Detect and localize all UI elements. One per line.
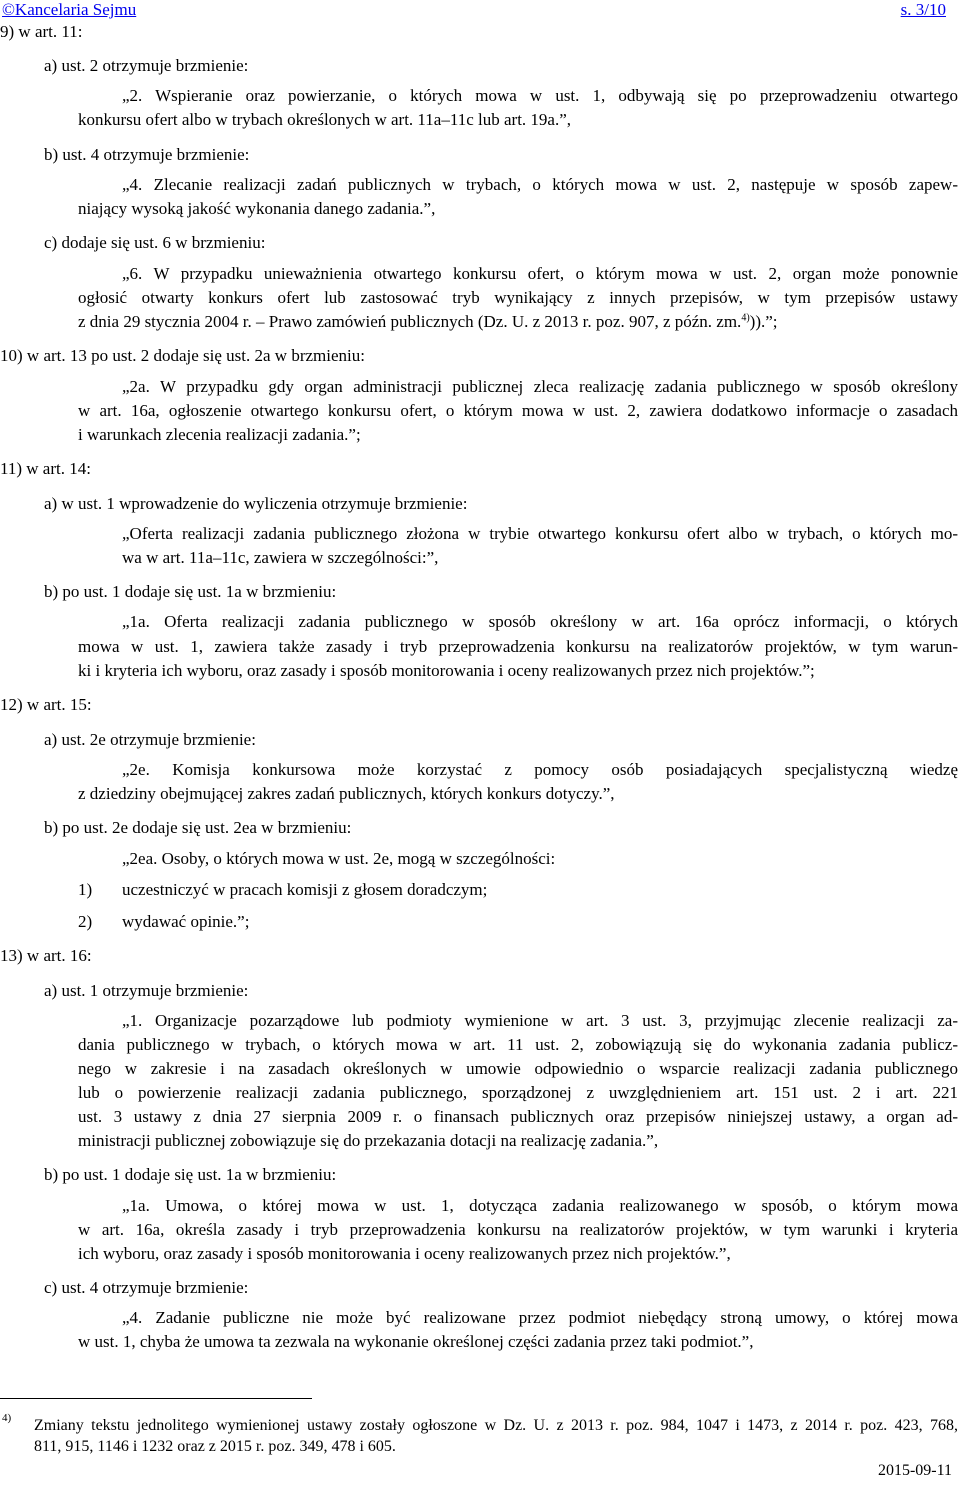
item-11: 11) w art. 14:	[0, 459, 91, 478]
quote-line: „6. W przypadku unieważnienia otwartego konkursu ofert, o którym mowa w ust. 2, organ może ponownie	[122, 264, 958, 283]
subitem-13c: c) ust. 4 otrzymuje brzmienie:	[44, 1278, 249, 1297]
quote-line: ogłosić otwarty konkurs ofert lub zastosować tryb wynikający z innych przepisów, w tym przepisów ustawy	[78, 288, 958, 307]
page-number[interactable]: s. 3/10	[900, 0, 946, 19]
quote-line: z dziedziny obejmującej zakres zadań publicznych, których konkurs dotyczy.”,	[78, 784, 615, 803]
quote-line: wa w art. 11a–11c, zawiera w szczególności:”,	[122, 548, 439, 567]
quote-line: dania publicznego w trybach, o których mowa w art. 11 ust. 2, zobowiązują się do wykonania zadania publicz-	[78, 1035, 958, 1054]
quote-line: „2. Wspieranie oraz powierzanie, o których mowa w ust. 1, odbywają się po przeprowadzeniu otwartego	[122, 86, 958, 105]
quote-text: z dnia 29 stycznia 2004 r. – Prawo zamówień publicznych (Dz. U. z 2013 r. poz. 907, z późn. zm.	[78, 312, 742, 331]
subitem-11a: a) w ust. 1 wprowadzenie do wyliczenia otrzymuje brzmienie:	[44, 494, 468, 513]
quote-line: lub o powierzenie realizacji zadania publicznego, sporządzonej z uwzględnieniem art. 151 ust. 2 i art. 221	[78, 1083, 958, 1102]
quote-line: niający wysoką jakość wykonania danego zadania.”,	[78, 199, 436, 218]
quote-line: w ust. 1, chyba że umowa ta zezwala na wykonanie określonej części zadania przez taki podmiot.”,	[78, 1332, 754, 1351]
quote-line: „1a. Oferta realizacji zadania publicznego w sposób określony w art. 16a oprócz informacji, o których	[122, 612, 958, 631]
quote-line: ministracji publicznej zobowiązuje się do przekazania dotacji na realizację zadania.”,	[78, 1131, 659, 1150]
quote-line: „2ea. Osoby, o których mowa w ust. 2e, mogą w szczególności:	[122, 849, 556, 868]
quote-text: )).”;	[749, 312, 778, 331]
item-13: 13) w art. 16:	[0, 946, 92, 965]
quote-line: konkursu ofert albo w trybach określonych w art. 11a–11c lub art. 19a.”,	[78, 110, 572, 129]
subitem-9b: b) ust. 4 otrzymuje brzmienie:	[44, 145, 250, 164]
quote-line: „Oferta realizacji zadania publicznego złożona w trybie otwartego konkursu ofert albo w trybach, o których mo-	[122, 524, 958, 543]
document-date: 2015-09-11	[877, 1462, 952, 1479]
enum-marker: 2)	[78, 912, 93, 931]
subitem-9a: a) ust. 2 otrzymuje brzmienie:	[44, 56, 249, 75]
quote-line	[78, 312, 778, 332]
item-10: 10) w art. 13 po ust. 2 dodaje się ust. 2a w brzmieniu:	[0, 346, 365, 365]
subitem-12b: b) po ust. 2e dodaje się ust. 2ea w brzmieniu:	[44, 818, 352, 837]
footnote-marker: 4)	[2, 1412, 12, 1424]
subitem-12a: a) ust. 2e otrzymuje brzmienie:	[44, 730, 256, 749]
item-9: 9) w art. 11:	[0, 22, 83, 41]
footnote-text: 811, 915, 1146 i 1232 oraz z 2015 r. poz. 349, 478 i 605.	[34, 1438, 396, 1455]
quote-line: w art. 16a, ogłoszenie otwartego konkursu ofert, o którym mowa w ust. 2, zawiera dodatkowo informacje o zasadach	[78, 401, 958, 420]
quote-line: nego w zakresie i na zasadach określonych w umowie odpowiednio o wsparcie realizacji zadania publicznego	[78, 1059, 958, 1078]
footnote-text: Zmiany tekstu jednolitego wymienionej ustawy zostały ogłoszone w Dz. U. z 2013 r. poz. 984, 1047 i 1473, z 2014 r. poz. 423, 768,	[34, 1417, 958, 1434]
quote-line: mowa w ust. 1, zawiera także zasady i tryb przeprowadzenia konkursu na realizatorów projektów, w tym warun-	[78, 637, 958, 656]
enum-text: uczestniczyć w pracach komisji z głosem doradczym;	[122, 880, 488, 899]
footnote-ref[interactable]: 4)	[741, 312, 750, 324]
quote-line: „1a. Umowa, o której mowa w ust. 1, dotycząca zadania realizowanego w sposób, o którym mowa	[122, 1196, 958, 1215]
quote-line: „4. Zadanie publiczne nie może być realizowane przez podmiot niebędący stroną umowy, o której mowa	[122, 1308, 958, 1327]
quote-line: „2e. Komisja konkursowa może korzystać z pomocy osób posiadających specjalistyczną wiedzę	[122, 760, 958, 779]
quote-line: „1. Organizacje pozarządowe lub podmioty wymienione w art. 3 ust. 3, przyjmując zlecenie realizacji za-	[122, 1011, 958, 1030]
quote-line: „4. Zlecanie realizacji zadań publicznych w trybach, o których mowa w ust. 2, następuje w sposób zapew-	[122, 175, 958, 194]
quote-line: ki i kryteria ich wyboru, oraz zasady i sposób monitorowania i oceny realizowanych przez nich projektów.”;	[78, 661, 815, 680]
quote-line: w art. 16a, określa zasady i tryb przeprowadzenia konkursu na realizatorów projektów, w tym warunki i kryteria	[78, 1220, 958, 1239]
subitem-11b: b) po ust. 1 dodaje się ust. 1a w brzmieniu:	[44, 582, 337, 601]
subitem-9c: c) dodaje się ust. 6 w brzmieniu:	[44, 233, 266, 252]
subitem-13b: b) po ust. 1 dodaje się ust. 1a w brzmieniu:	[44, 1165, 337, 1184]
footnote-separator	[0, 1398, 312, 1399]
copyright-link[interactable]: ©Kancelaria Sejmu	[2, 0, 137, 19]
quote-line: i warunkach zlecenia realizacji zadania.”;	[78, 425, 361, 444]
subitem-13a: a) ust. 1 otrzymuje brzmienie:	[44, 981, 249, 1000]
enum-marker: 1)	[78, 880, 93, 899]
quote-line: ust. 3 ustawy z dnia 27 sierpnia 2009 r. o finansach publicznych oraz przepisów niniejszej ustawy, a organ ad-	[78, 1107, 958, 1126]
quote-line: ich wyboru, oraz zasady i sposób monitorowania i oceny realizowanych przez nich projektów.”,	[78, 1244, 731, 1263]
enum-text: wydawać opinie.”;	[122, 912, 250, 931]
quote-line: „2a. W przypadku gdy organ administracji publicznej zleca realizację zadania publicznego w sposób określony	[122, 377, 958, 396]
item-12: 12) w art. 15:	[0, 695, 92, 714]
